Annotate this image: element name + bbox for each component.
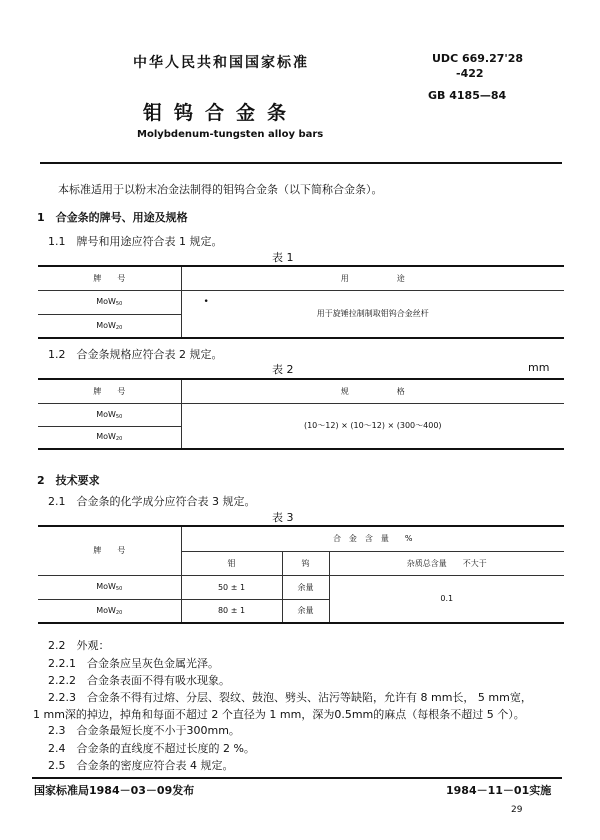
page-number: 29 bbox=[511, 805, 523, 815]
udc-code: UDC 669.27'28 bbox=[432, 52, 524, 65]
clause-1-1: 1.1 牌号和用途应符合表 1 规定。 bbox=[48, 235, 223, 248]
table-3-w-value: 余量 bbox=[282, 575, 329, 599]
clause-2-3: 2.3 合金条最短长度不小于300mm。 bbox=[48, 724, 240, 737]
table-2-header-spec: 规 格 bbox=[340, 386, 405, 396]
standard-name: 中华人民共和国国家标准 bbox=[133, 55, 309, 71]
section-1-heading: 1 合金条的牌号、用途及规格 bbox=[37, 211, 188, 224]
clause-2-2-3: 2.2.3 合金条不得有过熔、分层、裂纹、鼓泡、劈头、沾污等缺陷，允许有 8 mm长， 5 mm宽， bbox=[48, 691, 532, 704]
table-3-header-grade: 牌 号 bbox=[38, 526, 181, 575]
table-2-unit: mm bbox=[528, 361, 550, 374]
gb-number: GB 4185—84 bbox=[428, 89, 507, 102]
footer-divider bbox=[32, 777, 562, 779]
table-3 bbox=[38, 525, 564, 624]
table-row: MoW$_{20}$ bbox=[38, 599, 181, 623]
table-3-header-impurity: 杂质总含量 不大于 bbox=[406, 558, 487, 568]
table-row: MoW$_{50}$ bbox=[38, 290, 181, 314]
table-row: MoW$_{20}$ bbox=[38, 314, 181, 338]
document-title: 钼钨合金条 bbox=[143, 102, 299, 124]
clause-2-4: 2.4 合金条的直线度不超过长度的 2 %。 bbox=[48, 742, 255, 755]
table-3-w-value: 余量 bbox=[282, 599, 329, 623]
clause-2-1: 2.1 合金条的化学成分应符合表 3 规定。 bbox=[48, 495, 256, 508]
table-row: MoW$_{20}$ bbox=[38, 426, 181, 449]
table-2-spec-cell: (10～12) × (10～12) × (300～400) bbox=[303, 421, 442, 431]
clause-2-5: 2.5 合金条的密度应符合表 4 规定。 bbox=[48, 759, 234, 772]
table-1-dot-mark: • bbox=[203, 296, 209, 307]
table-1-caption: 表 1 bbox=[272, 251, 294, 264]
clause-2-2-1: 2.2.1 合金条应呈灰色金属光泽。 bbox=[48, 657, 219, 670]
section-2-heading: 2 技术要求 bbox=[37, 474, 100, 487]
table-1-header-grade: 牌 号 bbox=[38, 266, 181, 290]
clause-2-2-2: 2.2.2 合金条表面不得有吸水现象。 bbox=[48, 674, 230, 687]
table-3-header-w: 钨 bbox=[282, 551, 329, 575]
document-title-english: Molybdenum-tungsten alloy bars bbox=[137, 129, 324, 140]
table-3-mo-value: 50 ± 1 bbox=[181, 575, 282, 599]
table-1-usage-text: 用于旋锤拉制制取钼钨合金丝杆 bbox=[316, 309, 429, 319]
table-1-usage-cell bbox=[181, 290, 564, 338]
table-row: MoW$_{50}$ bbox=[38, 403, 181, 426]
issue-date: 国家标准局1984－03－09发布 bbox=[34, 784, 195, 797]
table-3-header-mo: 钼 bbox=[181, 551, 282, 575]
clause-1-2: 1.2 合金条规格应符合表 2 规定。 bbox=[48, 348, 223, 361]
table-1 bbox=[38, 265, 564, 339]
intro-paragraph: 本标准适用于以粉末冶金法制得的钼钨合金条（以下简称合金条）。 bbox=[58, 183, 383, 196]
table-2-caption: 表 2 bbox=[272, 363, 294, 376]
effective-date: 1984－11－01实施 bbox=[446, 784, 552, 797]
clause-2-2: 2.2 外观： bbox=[48, 639, 110, 652]
clause-2-2-3-continued: 1 mm深的掉边，掉角和每面不超过 2 个直径为 1 mm，深为0.5mm的麻点（每根条不超过 5 个）。 bbox=[33, 708, 525, 721]
table-3-caption: 表 3 bbox=[272, 511, 294, 524]
table-3-header-content: 合 金 含 量 % bbox=[332, 534, 413, 544]
table-3-mo-value: 80 ± 1 bbox=[181, 599, 282, 623]
table-3-impurity-value: 0.1 bbox=[440, 594, 454, 604]
table-2 bbox=[38, 378, 564, 450]
table-1-header-usage: 用 途 bbox=[340, 273, 405, 283]
table-2-header-grade: 牌 号 bbox=[38, 379, 181, 403]
table-row: MoW$_{50}$ bbox=[38, 575, 181, 599]
udc-code-suffix: -422 bbox=[456, 67, 484, 80]
header-divider bbox=[40, 162, 562, 164]
